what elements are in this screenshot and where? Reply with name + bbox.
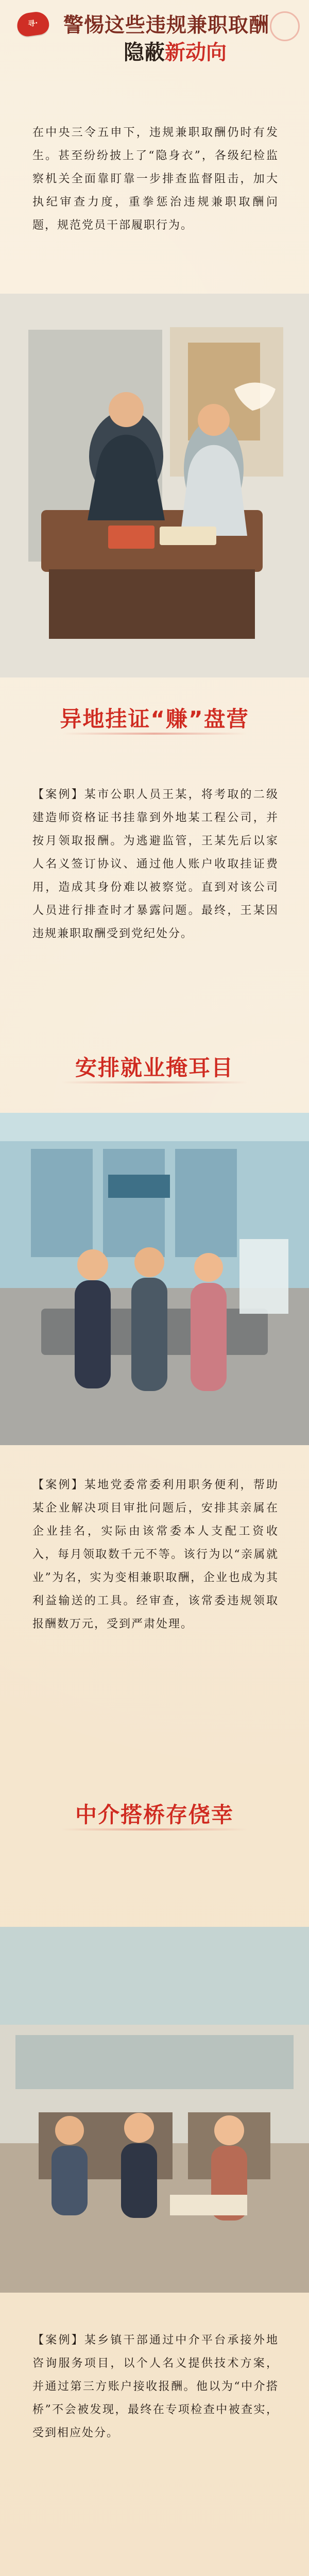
section-divider [62,733,247,735]
case-paragraph-1: 【案例】某市公职人员王某，将考取的二级建造师资格证书挂靠到外地某工程公司，并按月领取报酬。为逃避监管，王某先后以家人名义签订协议、通过他人账户收取挂证费用，造成其身份难以被察觉。直到对该公司人员进行排查时才暴露问题。最终，王某因违规兼职取酬受到党纪处分。 [32,788,279,940]
illustration-office-bribery [0,294,309,677]
subtitle-dark-text: 隐蔽 [124,41,165,64]
illustration-company-lobby [0,1113,309,1445]
subtitle-red-text: 新动向 [165,41,227,64]
page-title: 警惕这些违规兼职取酬 [63,14,270,37]
section-divider [62,1081,247,1083]
decorative-seal-ring [270,11,300,41]
section-title-hidden-certificate: 异地挂证“赚”盘营 [60,706,249,732]
logo-seal: 寻· [15,10,50,38]
case-paragraph-3: 【案例】某乡镇干部通过中介平台承接外地咨询服务项目，以个人名义提供技术方案，并通过第三方账户接收报酬。他以为“中介搭桥”不会被发现，最终在专项检查中被查实，受到相应处分。 [32,2334,279,2439]
section-title-agency-bridge: 中介搭桥存侥幸 [75,1802,234,1827]
page-subtitle [124,36,294,64]
page-header [0,0,309,77]
intro-paragraph: 在中央三令五申下，违规兼职取酬仍时有发生。甚至纷纷披上了“隐身衣”，各级纪检监察机关全面靠盯靠一步排查监督阻击，加大执纪审查力度，重拳惩治违规兼职取酬问题，规范党员干部履职行为。 [32,126,279,232]
illustration-office-bribery-image [0,294,309,677]
section-title-employment-cover: 安排就业掩耳目 [75,1055,234,1080]
illustration-company-lobby-image [0,1113,309,1445]
case-paragraph-2: 【案例】某地党委常委利用职务便利，帮助某企业解决项目审批问题后，安排其亲属在企业挂名，实际由该常委本人支配工资收入，每月领取数千元不等。该行为以“亲属就业”为名，实为变相兼职取酬，企业也成为其利益输送的工具。经审查，该常委违规领取报酬数万元，受到严肃处理。 [32,1479,279,1631]
illustration-service-office [0,1927,309,2293]
illustration-service-office-image [0,1927,309,2293]
section-divider [62,1828,247,1831]
